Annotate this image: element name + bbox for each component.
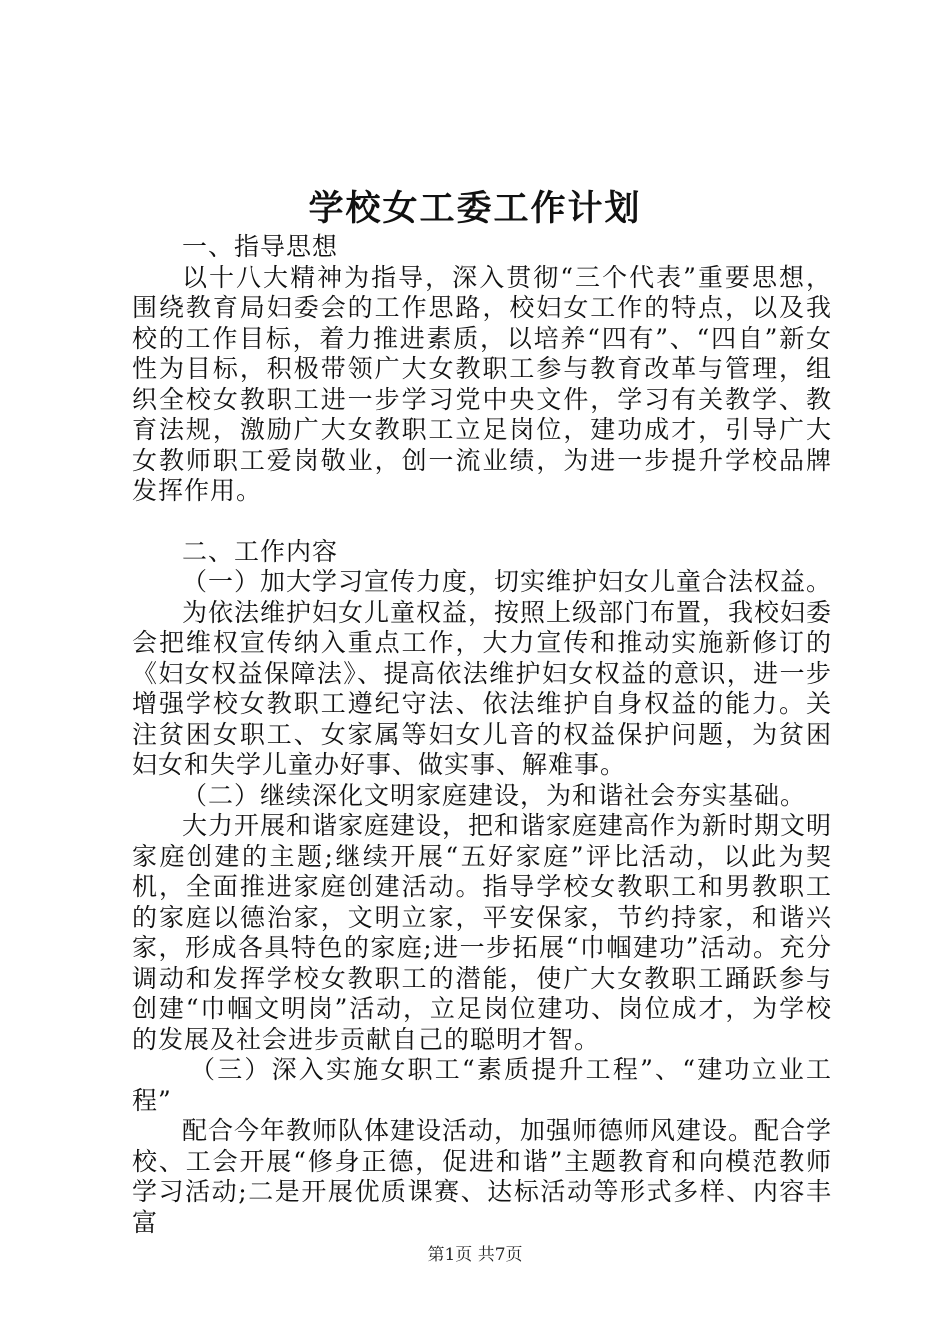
page-number: 第1页 共7页 [427, 1245, 523, 1265]
paragraph: 配合今年教师队体建设活动，加强师德师风建设。配合学校、工会开展“修身正德，促进和谐”主题教育和向模范教师学习活动;二是开展优质课赛、达标活动等形式多样、内容丰富 [132, 1116, 833, 1237]
paragraph-gap [132, 507, 832, 537]
document-body [132, 232, 832, 1238]
paragraph: 为依法维护妇女儿童权益，按照上级部门布置，我校妇委会把维权宣传纳入重点工作，大力宣传和推动实施新修订的《妇女权益保障法》、提高依法维护妇女权益的意识，进一步增强学校女教职工遵纪守法、依法维护自身权益的能力。关注贫困女职工、女家属等妇女儿音的权益保护问题，为贫困妇女和失学儿童办好事、做实事、解难事。 [132, 597, 833, 779]
subsection-heading: （三）深入实施女职工“素质提升工程”、“建功立业工程” [132, 1055, 832, 1115]
subsection-heading: （二）继续深化文明家庭建设，为和谐社会夯实基础。 [182, 780, 807, 810]
section-heading: 一、指导思想 [182, 232, 339, 261]
paragraph: 以十八大精神为指导，深入贯彻“三个代表”重要思想，围绕教育局妇委会的工作思路，校妇女工作的特点，以及我校的工作目标，着力推进素质，以培养“四有”、“四自”新女性为目标，积极带领广大女教职工参与教育改革与管理，组织全校女教职工进一步学习党中央文件，学习有关教学、教育法规，激励广大女教职工立足岗位，建功成才，引导广大女教师职工爱岗敬业，创一流业绩，为进一步提升学校品牌发挥作用。 [132, 262, 832, 505]
section-heading: 二、工作内容 [182, 536, 339, 566]
subsection-heading: （一）加大学习宣传力度，切实维护妇女儿童合法权益。 [182, 567, 833, 596]
document-title: 学校女工委工作计划 [308, 188, 642, 229]
paragraph: 大力开展和谐家庭建设，把和谐家庭建高作为新时期文明家庭创建的主题;继续开展“五好家庭”评比活动，以此为契机，全面推进家庭创建活动。指导学校女教职工和男教职工的家庭以德治家，文明立家，平安保家，节约持家，和谐兴家，形成各具特色的家庭;进一步拓展“巾帼建功”活动。充分调动和发挥学校女教职工的潜能，使广大女教职工踊跃参与创建“巾帼文明岗”活动，立足岗位建功、岗位成才，为学校的发展及社会进步贡献自己的聪明才智。 [132, 811, 833, 1054]
